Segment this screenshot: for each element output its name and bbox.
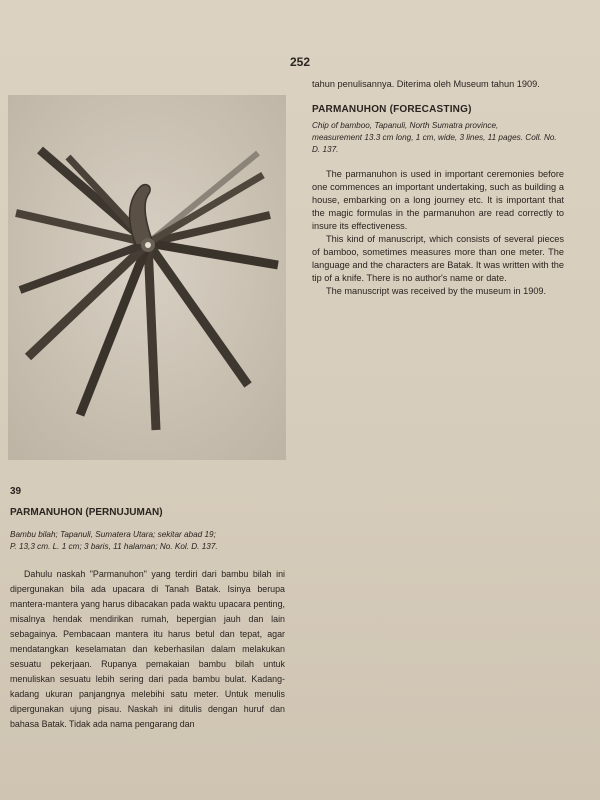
english-meta-line-1: Chip of bamboo, Tapanuli, North Sumatra province, <box>312 121 499 130</box>
english-paragraph-3: The manuscript was received by the museum in 1909. <box>326 286 547 296</box>
english-meta-line-2: measurement 13.3 cm long, 1 cm, wide, 3 lines, 11 pages. Coll. No. D. 137. <box>312 133 557 154</box>
english-paragraph-2: This kind of manuscript, which consists of several pieces of bamboo, sometimes measures more than one meter. The language and the characters are Batak. It was written with the tip of a knife. There is no author's name or date. <box>312 234 564 283</box>
continued-indonesian-text: tahun penulisannya. Diterima oleh Museum tahun 1909. <box>312 79 540 89</box>
indonesian-meta-line-1: Bambu bilah; Tapanuli, Sumatera Utara; sekitar abad 19; <box>10 530 216 539</box>
indonesian-body-text: Dahulu naskah "Parmanuhon" yang terdiri dari bambu bilah ini dipergunakan bila ada upacara di Tanah Batak. Isinya berupa mantera-mantera yang harus dibacakan pada waktu upacara penting, misalnya hendak mendirikan rumah, bepergian jauh dan lain sebagainya. Pembacaan mantera itu harus betul dan tepat, agar mendatangkan keselamatan dan keberhasilan dalam melakukan sesuatu pekerjaan. Rupanya pemakaian bambu bilah untuk menuliskan sesuatu lebih sering dari pada bambu bulat. Kadang-kadang ukuran panjangnya melebihi satu meter. Untuk menulis dipergunakan ujung pisau. Naskah ini ditulis dengan huruf dan bahasa Batak. Tidak ada nama pengarang dan <box>10 569 285 729</box>
indonesian-entry-title: PARMANUHON (PERNUJUMAN) <box>10 507 163 518</box>
bamboo-manuscript-photo <box>8 95 286 460</box>
page-number: 252 <box>289 55 311 69</box>
indonesian-entry-metadata <box>10 529 285 553</box>
indonesian-meta-line-2: P. 13,3 cm. L. 1 cm; 3 baris, 11 halaman; No. Kol. D. 137. <box>10 542 218 551</box>
english-paragraph-1: The parmanuhon is used in important ceremonies before one commences an important undertaking, such as building a house, embarking on a long journey etc. It is important that the magic formulas in the parmanuhon are read correctly to insure its effectiveness. <box>312 169 564 231</box>
indonesian-entry <box>10 485 285 732</box>
entry-number: 39 <box>10 486 22 497</box>
bamboo-strips-illustration <box>8 95 286 460</box>
english-entry-metadata <box>312 120 564 156</box>
english-entry-title: PARMANUHON (FORECASTING) <box>312 104 472 115</box>
english-description-column <box>312 78 564 298</box>
